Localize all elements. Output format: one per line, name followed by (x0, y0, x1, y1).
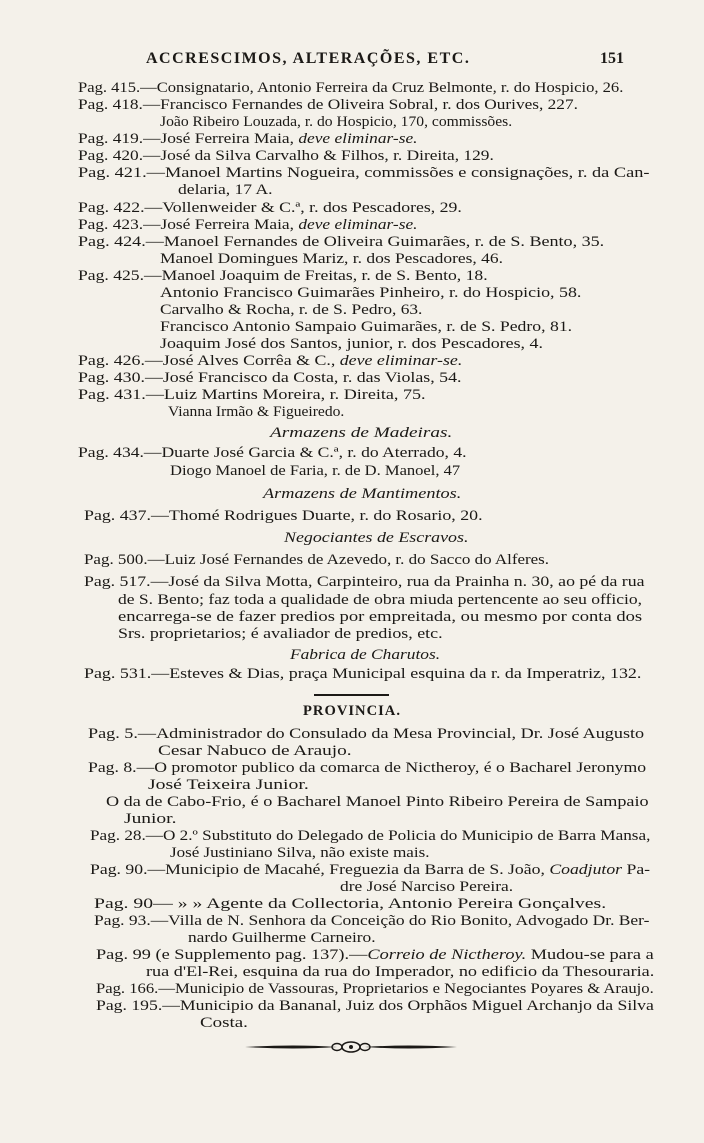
entry-line: José Teixeira Junior. (148, 777, 309, 793)
entry-line: Pag. 423.—José Ferreira Maia, deve eliminar-se. (78, 217, 418, 233)
entry-line: Pag. 431.—Luiz Martins Moreira, r. Direita, 75. (78, 387, 426, 403)
entry-line: Pag. 421.—Manoel Martins Nogueira, commissões e consignações, r. da Can- (78, 165, 650, 181)
running-head: ACCRESCIMOS, ALTERAÇÕES, ETC. (146, 50, 471, 67)
entry-line: Costa. (200, 1015, 248, 1031)
entry-line: João Ribeiro Louzada, r. do Hospicio, 170, commissões. (160, 114, 513, 130)
ornamental-tailpiece (245, 1040, 457, 1054)
page-number: 151 (600, 50, 624, 67)
subheading: Fabrica de Charutos. (290, 647, 441, 663)
entry-line: Pag. 8.—O promotor publico da comarca de Nictheroy, é o Bacharel Jeronymo (88, 760, 647, 776)
entry-line: Pag. 434.—Duarte José Garcia & C.ª, r. do Aterrado, 4. (78, 445, 467, 461)
subheading: Armazens de Madeiras. (270, 425, 453, 441)
entry-line: Joaquim José dos Santos, junior, r. dos Pescadores, 4. (160, 336, 543, 352)
entry-line: Pag. 5.—Administrador do Consulado da Mesa Provincial, Dr. José Augusto (88, 726, 645, 742)
entry-line: Pag. 424.—Manoel Fernandes de Oliveira Guimarães, r. de S. Bento, 35. (78, 234, 605, 250)
entry-line: Pag. 425.—Manoel Joaquim de Freitas, r. de S. Bento, 18. (78, 268, 488, 284)
entry-line: Srs. proprietarios; é avaliador de predios, etc. (118, 626, 443, 642)
entry-line: Pag. 500.—Luiz José Fernandes de Azevedo, r. do Sacco do Alferes. (84, 552, 550, 568)
entry-line: Vianna Irmão & Figueiredo. (168, 404, 345, 420)
entry-line: delaria, 17 A. (178, 182, 273, 198)
entry-line: O da de Cabo-Frio, é o Bacharel Manoel Pinto Ribeiro Pereira de Sampaio (106, 794, 649, 810)
entry-line: rua d'El-Rei, esquina da rua do Imperador, no edificio da Thesouraria. (146, 964, 655, 980)
entry-line: Pag. 437.—Thomé Rodrigues Duarte, r. do Rosario, 20. (84, 508, 483, 524)
entry-line: nardo Guilherme Carneiro. (188, 930, 376, 946)
entry-line: Pag. 420.—José da Silva Carvalho & Filhos, r. Direita, 129. (78, 148, 494, 164)
subheading: Negociantes de Escravos. (284, 530, 469, 546)
entry-line: Pag. 418.—Francisco Fernandes de Oliveira Sobral, r. dos Ourives, 227. (78, 97, 578, 113)
entry-line: Cesar Nabuco de Araujo. (158, 743, 352, 759)
entry-line: Antonio Francisco Guimarães Pinheiro, r. do Hospicio, 58. (160, 285, 582, 301)
entry-line: Pag. 426.—José Alves Corrêa & C., deve eliminar-se. (78, 353, 463, 369)
entry-line: Pag. 422.—Vollenweider & C.ª, r. dos Pescadores, 29. (78, 200, 462, 216)
entry-line: Pag. 517.—José da Silva Motta, Carpinteiro, rua da Prainha n. 30, ao pé da rua (84, 574, 645, 590)
subheading: Armazens de Mantimentos. (263, 486, 462, 502)
entry-line: encarrega-se de fazer predios por empreitada, ou mesmo por conta dos (118, 609, 643, 625)
entry-line: Pag. 195.—Municipio da Bananal, Juiz dos Orphãos Miguel Archanjo da Silva (96, 998, 654, 1014)
entry-line: dre José Narciso Pereira. (340, 879, 514, 895)
entry-line: Pag. 415.—Consignatario, Antonio Ferreira da Cruz Belmonte, r. do Hospicio, 26. (78, 80, 624, 96)
entry-line: Diogo Manoel de Faria, r. de D. Manoel, 47 (170, 463, 461, 479)
entry-line: Pag. 99 (e Supplemento pag. 137).—Correio de Nictheroy. Mudou-se para a (96, 947, 654, 963)
entry-line: José Justiniano Silva, não existe mais. (170, 845, 430, 861)
entry-line: Pag. 90— » » Agente da Collectoria, Antonio Pereira Gonçalves. (94, 896, 607, 912)
entry-line: Pag. 166.—Municipio de Vassouras, Proprietarios e Negociantes Poyares & Araujo. (96, 981, 654, 997)
entry-line: Carvalho & Rocha, r. de S. Pedro, 63. (160, 302, 423, 318)
entry-line: Pag. 430.—José Francisco da Costa, r. das Violas, 54. (78, 370, 462, 386)
entry-line: Pag. 419.—José Ferreira Maia, deve eliminar-se. (78, 131, 418, 147)
entry-line: Pag. 93.—Villa de N. Senhora da Conceição do Rio Bonito, Advogado Dr. Ber- (94, 913, 650, 929)
section-rule (314, 694, 389, 696)
entry-line: Pag. 28.—O 2.º Substituto do Delegado de Policia do Municipio de Barra Mansa, (90, 828, 651, 844)
entry-line: Francisco Antonio Sampaio Guimarães, r. de S. Pedro, 81. (160, 319, 573, 335)
section-title: PROVINCIA. (303, 703, 401, 719)
entry-line: Junior. (124, 811, 177, 827)
entry-line: de S. Bento; faz toda a qualidade de obra miuda pertencente ao seu officio, (118, 592, 642, 608)
entry-line: Pag. 90.—Municipio de Macahé, Freguezia da Barra de S. João, Coadjutor Pa- (90, 862, 651, 878)
entry-line: Pag. 531.—Esteves & Dias, praça Municipal esquina da r. da Imperatriz, 132. (84, 666, 642, 682)
entry-line: Manoel Domingues Mariz, r. dos Pescadores, 46. (160, 251, 503, 267)
